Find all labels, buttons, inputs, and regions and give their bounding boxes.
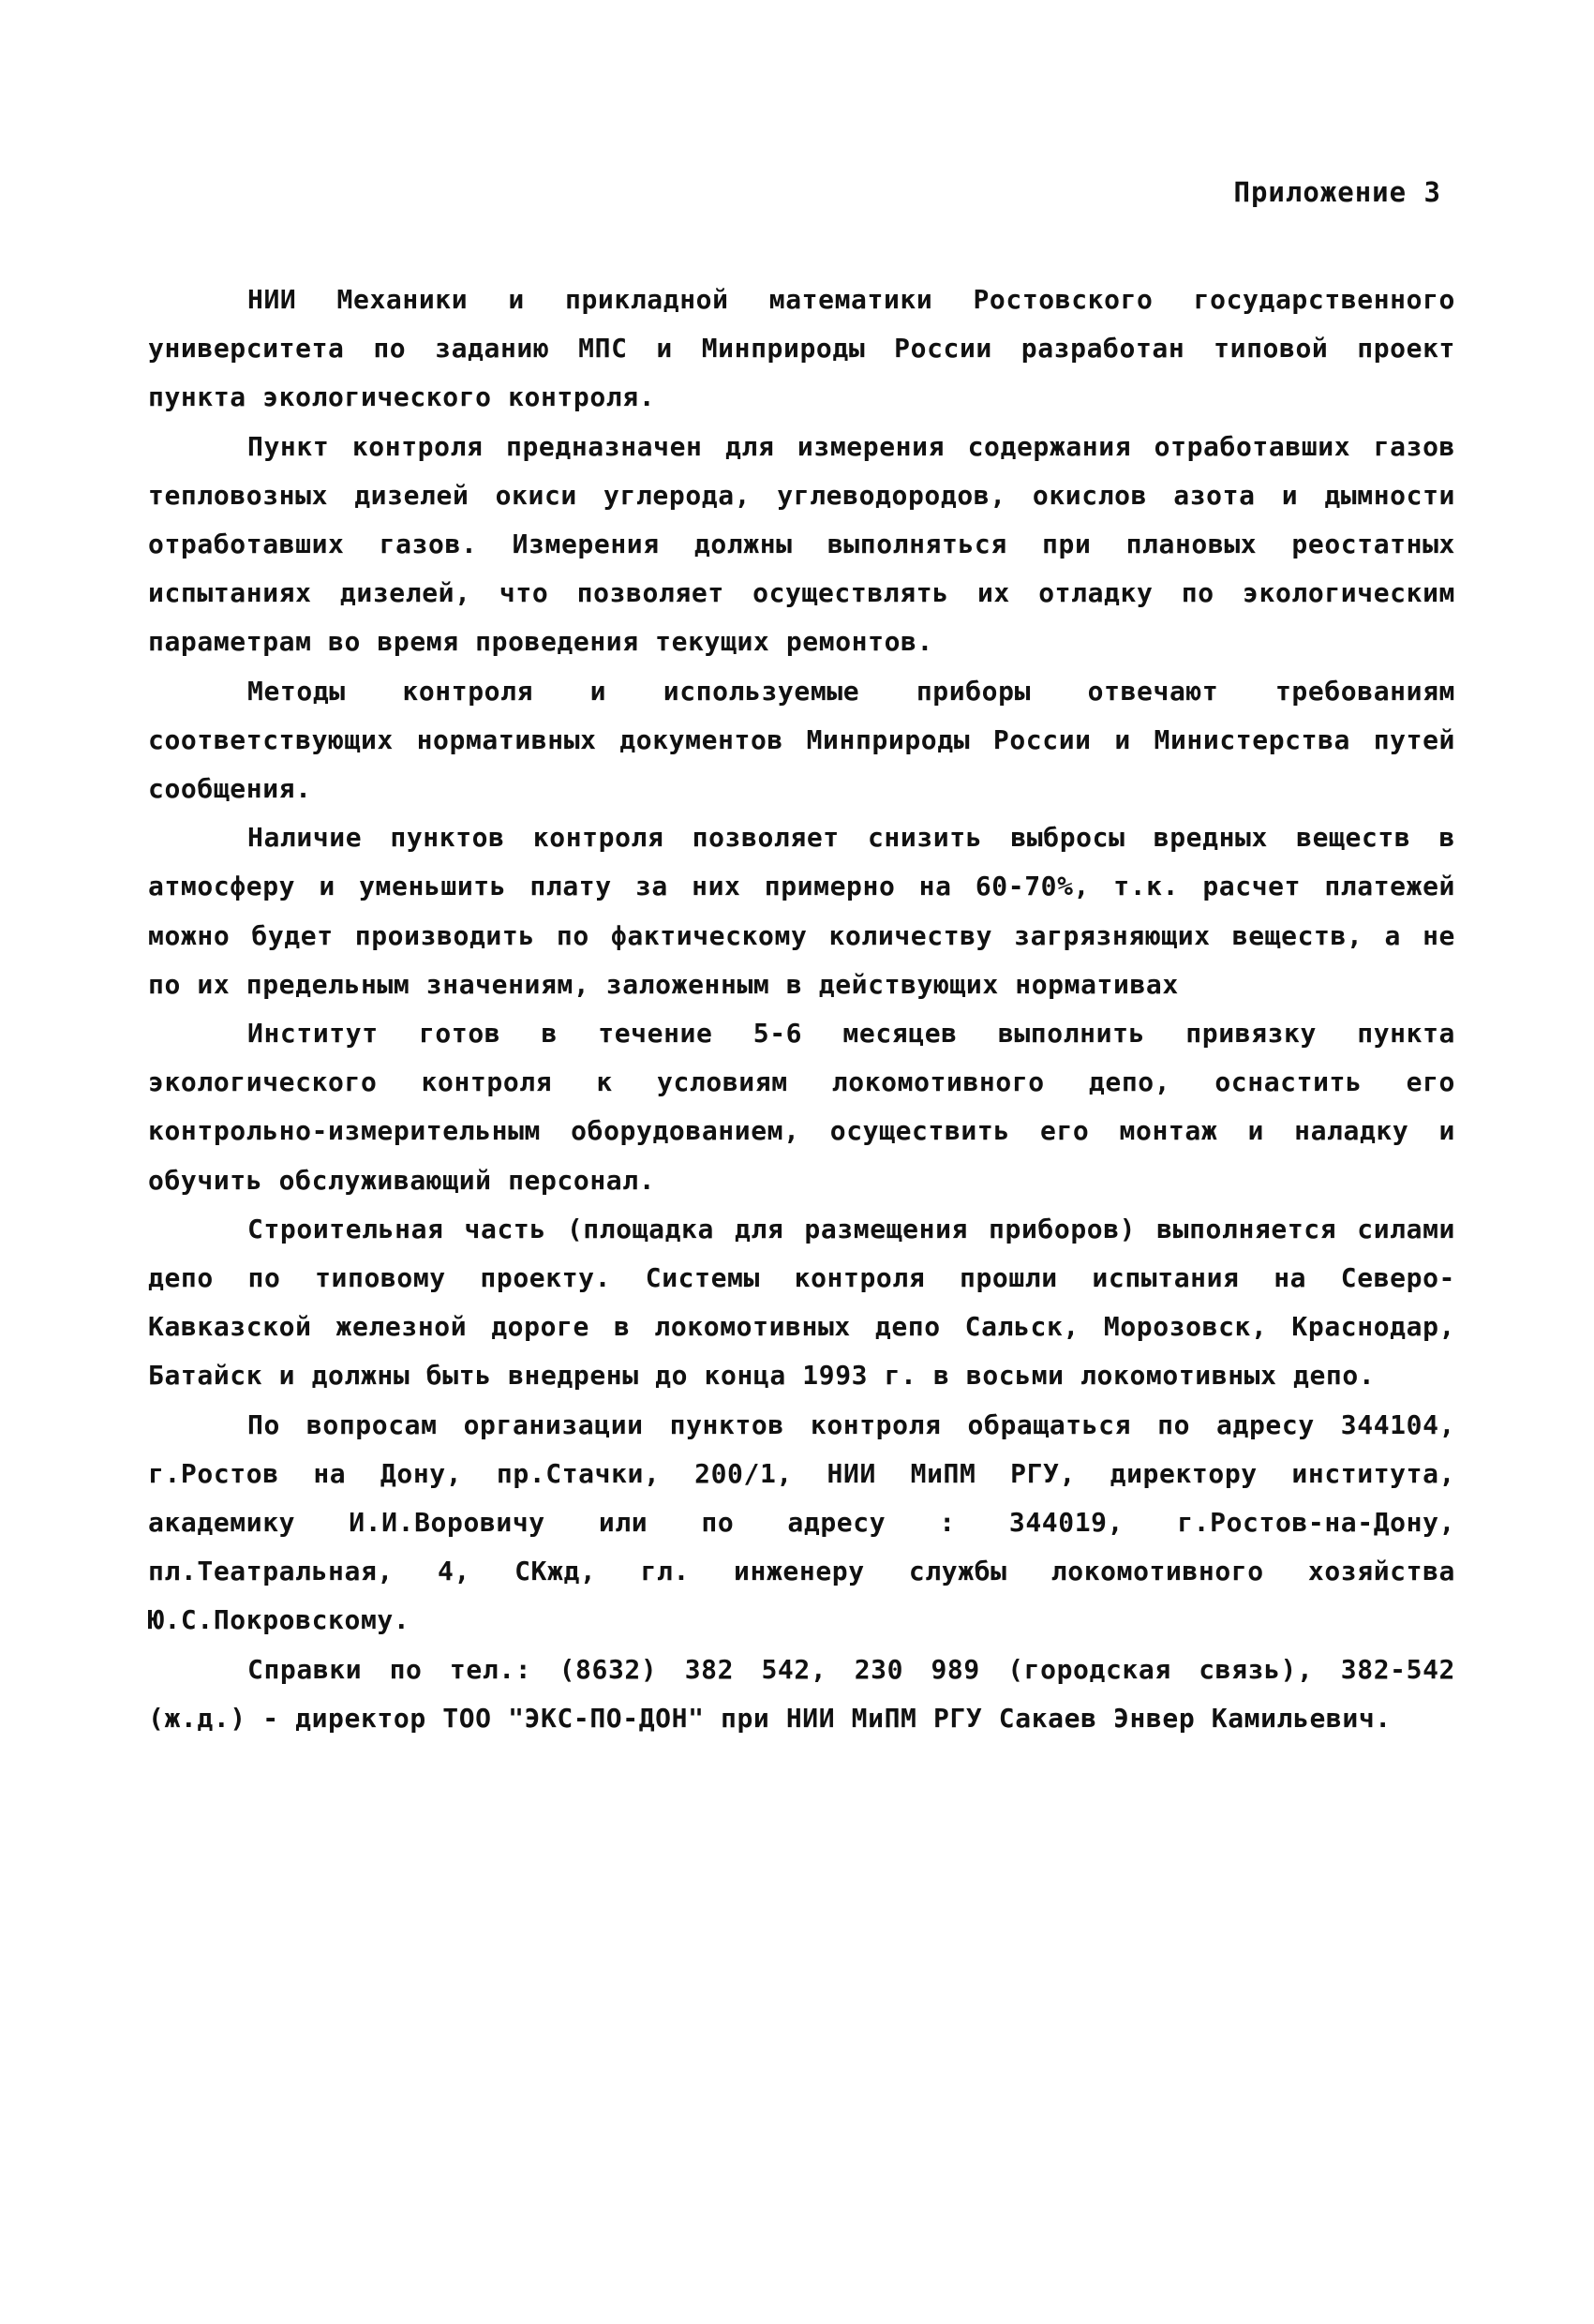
paragraph-control-methods: Методы контроля и используемые приборы отвечают требованиям соответствующих нормативных документов Минприроды России и Министерства путей сообщения. — [148, 675, 1455, 805]
paragraph-contact-addresses: По вопросам организации пунктов контроля обращаться по адресу 344104, г.Ростов на Дону, пр.Стачки, 200/1, НИИ МиПМ РГУ, директору института, академику И.И.Воровичу или по адресу : 344019, г.Ростов-на-Дону, пл.Театральная, 4, СКжд, гл. инженеру службы локомотивного хозяйства Ю.С.Покровскому. — [148, 1408, 1455, 1636]
paragraph-emission-reduction: Наличие пунктов контроля позволяет снизить выбросы вредных веществ в атмосферу и уменьшить плату за них примерно на 60-70%, т.к. расчет платежей можно будет производить по фактическому количеству загрязняющих веществ, а не по их предельным значениям, заложенным в действующих нормативах — [148, 822, 1455, 1000]
appendix-label: Приложение 3 — [1233, 176, 1441, 208]
paragraph-phone-references: Справки по тел.: (8632) 382 542, 230 989 (городская связь), 382-542 (ж.д.) - директор ТОО "ЭКС-ПО-ДОН" при НИИ МиПМ РГУ Сакаев Энвер Камильевич. — [148, 1653, 1455, 1734]
document-body — [148, 276, 1455, 1743]
paragraph-construction-testing: Строительная часть (площадка для размещения приборов) выполняется силами депо по типовому проекту. Системы контроля прошли испытания на Северо-Кавказской железной дороге в локомотивных депо Сальск, Морозовск, Краснодар, Батайск и должны быть внедрены до конца 1993 г. в восьми локомотивных депо. — [148, 1213, 1455, 1392]
paragraph-control-point-purpose: Пункт контроля предназначен для измерения содержания отработавших газов тепловозных дизелей окиси углерода, углеводородов, окислов азота и дымности отработавших газов. Измерения должны выполняться при плановых реостатных испытаниях дизелей, что позволяет осуществлять их отладку по экологическим параметрам во время проведения текущих ремонтов. — [148, 430, 1455, 658]
paragraph-institute-offer: Институт готов в течение 5-6 месяцев выполнить привязку пункта экологического контроля к условиям локомотивного депо, оснастить его контрольно-измерительным оборудованием, осуществить его монтаж и наладку и обучить обслуживающий персонал. — [148, 1018, 1455, 1196]
paragraph-project-intro: НИИ Механики и прикладной математики Ростовского государственного университета по заданию МПС и Минприроды России разработан типовой проект пункта экологического контроля. — [148, 284, 1455, 413]
